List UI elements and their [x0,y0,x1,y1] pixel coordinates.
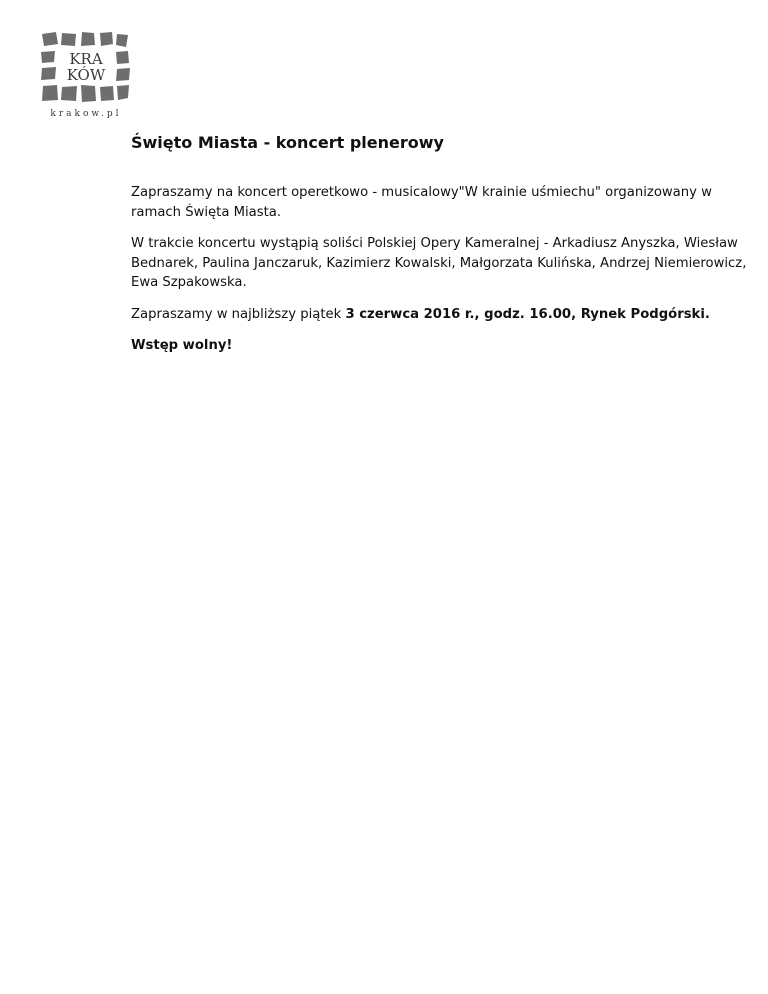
invite-prefix: Zapraszamy w najbliższy piątek [131,306,346,322]
krakow-logo [40,30,136,122]
article-title: Święto Miasta - koncert plenerowy [131,133,444,152]
invite-paragraph [131,305,751,325]
krakow-logo-mark [40,30,136,122]
intro-paragraph: Zapraszamy na koncert operetkowo - musicalowy"W krainie uśmiechu" organizowany w ramach Święta Miasta. [131,185,712,220]
article [131,131,751,368]
performers-paragraph: W trakcie koncertu wystąpią soliści Polskiej Opery Kameralnej - Arkadiusz Anyszka, Wiesław Bednarek, Paulina Janczaruk, Kazimierz Kowalski, Małgorzata Kulińska, Andrzej Niemierowicz, Ewa Szpakowska. [131,236,747,290]
logo-line1: KRA [69,50,103,68]
logo-line2: KÓW [66,66,106,84]
admission-note: Wstęp wolny! [131,338,233,353]
invite-details: 3 czerwca 2016 r., godz. 16.00, Rynek Podgórski. [345,306,710,322]
logo-caption: krakow.pl [50,109,122,119]
